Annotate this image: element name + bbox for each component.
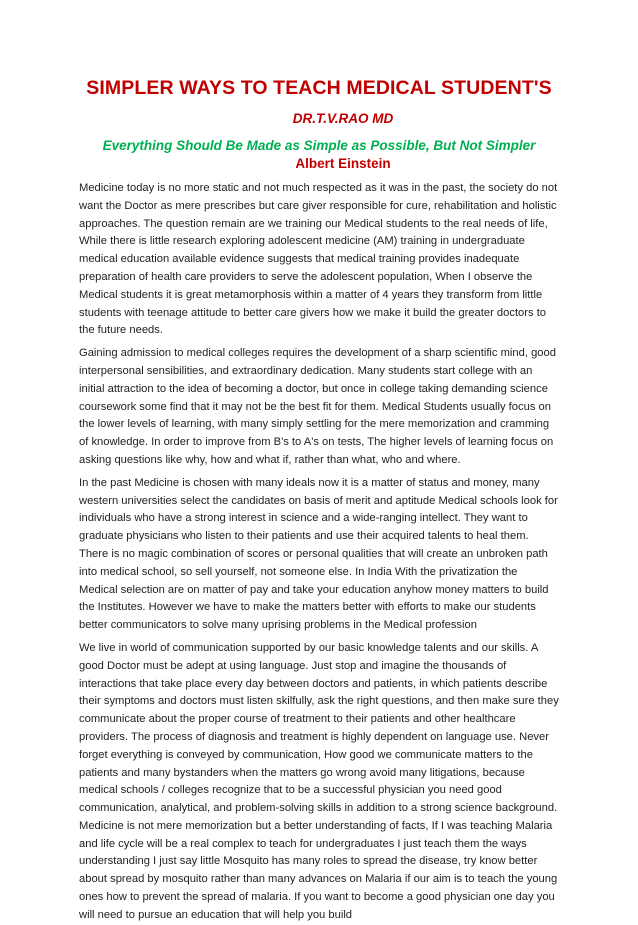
body-paragraph-1: Medicine today is no more static and not much respected as it was in the past, the society do not want the Doctor as mere prescribes but care giver responsible for cure, rehabilitation and holistic approaches. The question remain are we training our Medical students to the real needs of life, While there is little research exploring adolescent medicine (AM) training in undergraduate medical education available evidence suggests that medical training provides inadequate preparation of health care providers to serve the adolescent population, When I observe the Medical students it is great metamorphosis within a matter of 4 years they transform from little students with teenage attitude to better care givers how we make it build the greater doctors to the future needs.: [79, 182, 558, 337]
body-paragraph-3: In the past Medicine is chosen with many ideals now it is a matter of status and money, many western universities select the candidates on basis of merit and aptitude Medical schools look for individuals who have a strong interest in science and a wide-ranging intellect. They want to graduate physicians who listen to their patients and use their acquired talents to heal them. There is no magic combination of scores or personal qualities that will create an unbroken path into medical school, so sell yourself, not someone else. In India With the privatization the Medical selection are on matter of pay and take your education anyhow money matters to build the Institutes. However we have to make the matters better with efforts to make our students better communicators to solve many uprising problems in the Medical profession: [79, 476, 558, 632]
document-title: SIMPLER WAYS TO TEACH MEDICAL STUDENT'S: [86, 77, 552, 99]
epigraph-author: Albert Einstein: [295, 156, 391, 171]
body-paragraph-4: We live in world of communication supported by our basic knowledge talents and our skills. A good Doctor must be adept at using language. Just stop and imagine the thousands of interactions that take place every day between doctors and patients, in which patients describe their symptoms and doctors must listen skilfully, ask the right questions, and then make sure they communicate about the proper course of treatment to their patients and other healthcare providers. The process of diagnosis and treatment is highly dependent on language use. Never forget everything is conveyed by communication, How good we communicate matters to the patients and many bystanders when the matters go wrong avoid many litigations, because medical schools / colleges recognize that to be a successful physician you need good communication, analytical, and problem-solving skills in addition to a strong science background. Medicine is not mere memorization but a better understanding of facts, If I was teaching Malaria and life cycle will be a real complex to teach for undergraduates I just teach them the ways understanding I just say little Mosquito has many roles to spread the disease, try know better about spread by mosquito rather than many advances on Malaria if our aim is to teach the young ones how to prevent the spread of malaria. If you want to become a good physician one day you will need to pursue an education that will help you build: [79, 641, 559, 921]
document-author: DR.T.V.RAO MD: [292, 111, 394, 126]
body-paragraph-2: Gaining admission to medical colleges requires the development of a sharp scientific mind, good interpersonal sensibilities, and extraordinary dedication. Many students start college with an initial attraction to the idea of becoming a doctor, but once in college taking demanding science coursework some find that it may not be the best fit for them. Medical Students usually focus on the lower levels of learning, with many simply settling for the mere memorization and cramming of knowledge. In order to improve from B's to A's on tests, The higher levels of learning focus on asking questions like why, how and what if, rather than what, who and where.: [79, 347, 556, 466]
epigraph-quote: Everything Should Be Made as Simple as Possible, But Not Simpler: [102, 138, 536, 153]
